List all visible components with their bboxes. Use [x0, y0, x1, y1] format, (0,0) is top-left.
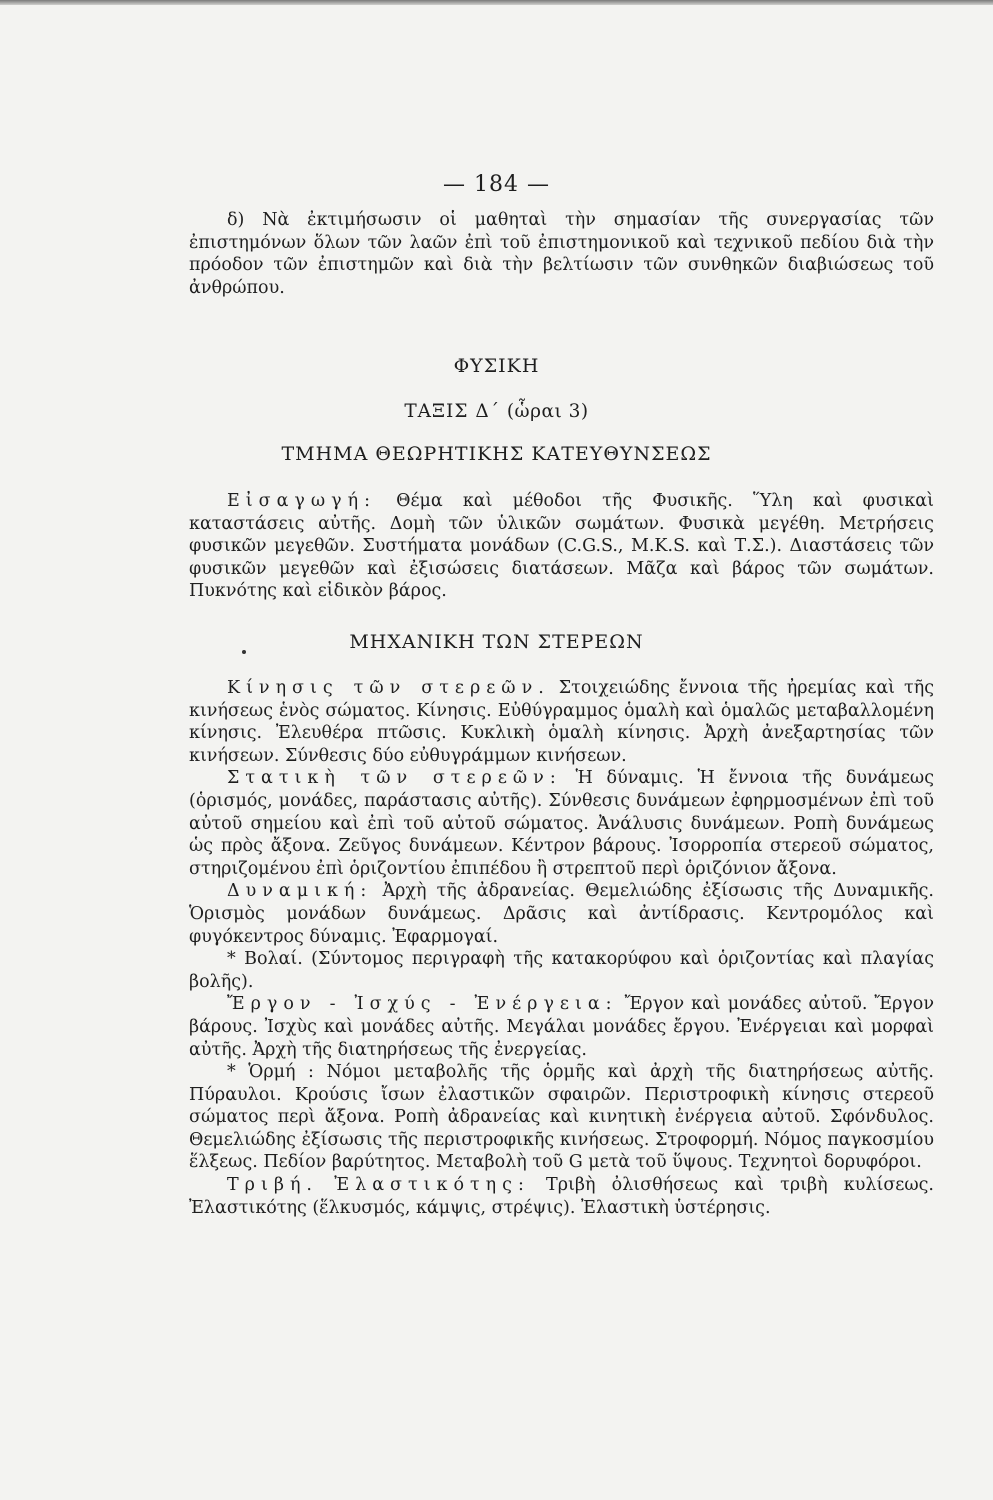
work-energy-text: Ἔργον καὶ μονάδες αὐτοῦ. Ἔργον βάρους. Ἰσχὺς καὶ μονάδες αὐτῆς. Μεγάλαι μονάδες ἔργου. Ἐνέργειαι καὶ μορφαὶ αὐτῆς. Ἀρχὴ τῆς διατηρήσεως τῆς ἐνεργείας. — [189, 994, 934, 1060]
intro-paragraph: δ) Νὰ ἐκτιμήσωσιν οἱ μαθηταὶ τὴν σημασίαν τῆς συνεργασίας τῶν ἐπιστημόνων ὅλων τῶν λαῶν ἐπὶ τοῦ ἐπιστημονικοῦ καὶ τεχνικοῦ πεδίου διὰ τὴν πρόοδον τῶν ἐπιστημῶν καὶ διὰ τὴν βελτίωσιν τῶν συνθηκῶν διαβιώσεως τοῦ ἀνθρώπου. — [189, 210, 934, 298]
class-heading-line — [0, 401, 993, 422]
intro-paragraph-block — [189, 209, 934, 299]
section-heading: ΤΜΗΜΑ ΘΕΩΡΗΤΙΚΗΣ ΚΑΤΕΥΘΥΝΣΕΩΣ — [281, 443, 712, 465]
kinematics-label: Κίνησις τῶν στερεῶν. — [227, 678, 550, 698]
momentum-paragraph: * Ὁρμή : Νόμοι μεταβολῆς τῆς ὁρμῆς καὶ ἀρχὴ τῆς διατηρήσεως αὐτῆς. Πύραυλοι. Κρούσις ἴσων ἐλαστικῶν σφαιρῶν. Περιστροφικὴ κίνησις στερεοῦ σώματος περὶ ἄξονα. Ροπὴ ἀδρανείας καὶ κινητικὴ ἐνέργεια αὐτοῦ. Σφόνδυλος. Θεμελιώδης ἐξίσωσις τῆς περιστροφικῆς κινήσεως. Στροφορμή. Νόμος παγκοσμίου ἕλξεως. Πεδίον βαρύτητος. Μεταβολὴ τοῦ G μετὰ τοῦ ὕψους. Τεχνητοὶ δορυφόροι. — [189, 1062, 934, 1173]
introduction-block — [189, 490, 934, 603]
dynamics-text: Ἀρχὴ τῆς ἀδρανείας. Θεμελιώδης ἐξίσωσις τῆς Δυναμικῆς. Ὁρισμὸς μονάδων δυνάμεως. Δρᾶσις καὶ ἀντίδρασις. Κεντρομόλος καὶ φυγόκεντρος δύναμις. Ἐφαρμογαί. — [189, 881, 934, 947]
statics-paragraph — [189, 767, 934, 880]
kinematics-text: Στοιχειώδης ἔννοια τῆς ἠρεμίας καὶ τῆς κινήσεως ἑνὸς σώματος. Κίνησις. Εὐθύγραμμος ὁμαλὴ καὶ ὁμαλῶς μεταβαλλομένη κίνησις. Ἐλευθέρα πτῶσις. Κυκλικὴ ὁμαλὴ κίνησις. Ἀρχὴ ἀνεξαρτησίας τῶν κινήσεων. Σύνθεσις δύο εὐθυγράμμων κινήσεων. — [189, 678, 934, 766]
work-energy-label: Ἔργον - Ἰσχύς - Ἐνέργεια: — [227, 994, 618, 1015]
scan-mark — [242, 650, 246, 654]
statics-label: Στατικὴ τῶν στερεῶν: — [227, 768, 562, 789]
projectiles-paragraph: * Βολαί. (Σύντομος περιγραφὴ τῆς κατακορύφου καὶ ὁριζοντίας καὶ πλαγίας βολῆς). — [189, 949, 934, 992]
introduction-text: Θέμα καὶ μέθοδοι τῆς Φυσικῆς. Ὕλη καὶ φυσικαὶ καταστάσεις αὐτῆς. Δομὴ τῶν ὑλικῶν σωμάτων. Φυσικὰ μεγέθη. Μετρήσεις φυσικῶν μεγεθῶν. Συστήματα μονάδων (C.G.S., M.K.S. καὶ Τ.Σ.). Διαστάσεις τῶν φυσικῶν μεγεθῶν καὶ ἐξισώσεις διατάσεων. Μᾶζα καὶ βάρος τῶν σωμάτων. Πυκνότης καὶ εἰδικὸν βάρος. — [189, 491, 934, 602]
friction-text: Τριβὴ ὀλισθήσεως καὶ τριβὴ κυλίσεως. Ἐλαστικότης (ἕλκυσμός, κάμψις, στρέψις). Ἐλαστικὴ ὑστέρησις. — [189, 1175, 934, 1218]
dynamics-paragraph — [189, 880, 934, 948]
work-energy-paragraph — [189, 993, 934, 1061]
kinematics-paragraph — [189, 677, 934, 767]
page-number: — 184 — — [443, 172, 550, 197]
statics-text: Ἡ δύναμις. Ἡ ἔννοια τῆς δυνάμεως (ὁρισμός, μονάδες, παράστασις αὐτῆς). Σύνθεσις δυνάμεων ἐφηρμοσμένων ἐπὶ τοῦ αὐτοῦ σημείου καὶ ἐπὶ τοῦ αὐτοῦ σώματος. Ἀνάλυσις δυνάμεων. Ροπὴ δυνάμεως ὡς πρὸς ἄξονα. Ζεῦγος δυνάμεων. Κέντρον βάρους. Ἰσορροπία στερεοῦ σώματος, στηριζομένου ἐπὶ ὁριζοντίου ἐπιπέδου ἢ στρεπτοῦ περὶ ὁριζόνιον ἄξονα. — [189, 768, 934, 879]
body-block — [189, 677, 934, 1219]
class-heading: ΤΑΞΙΣ Δ΄ — [404, 401, 500, 422]
subject-title: ΦΥΣΙΚΗ — [453, 355, 540, 377]
friction-label: Τριβή. — [227, 1175, 318, 1196]
introduction-paragraph — [189, 490, 934, 603]
introduction-label: Εἰσαγωγή: — [227, 491, 376, 511]
friction-paragraph — [189, 1174, 934, 1219]
elasticity-label: Ἐλαστικότης: — [334, 1175, 530, 1196]
class-hours: (ὧραι 3) — [506, 401, 589, 422]
dynamics-label: Δυναμική: — [227, 881, 373, 902]
mechanics-heading: ΜΗΧΑΝΙΚΗ ΤΩΝ ΣΤΕΡΕΩΝ — [349, 631, 644, 653]
